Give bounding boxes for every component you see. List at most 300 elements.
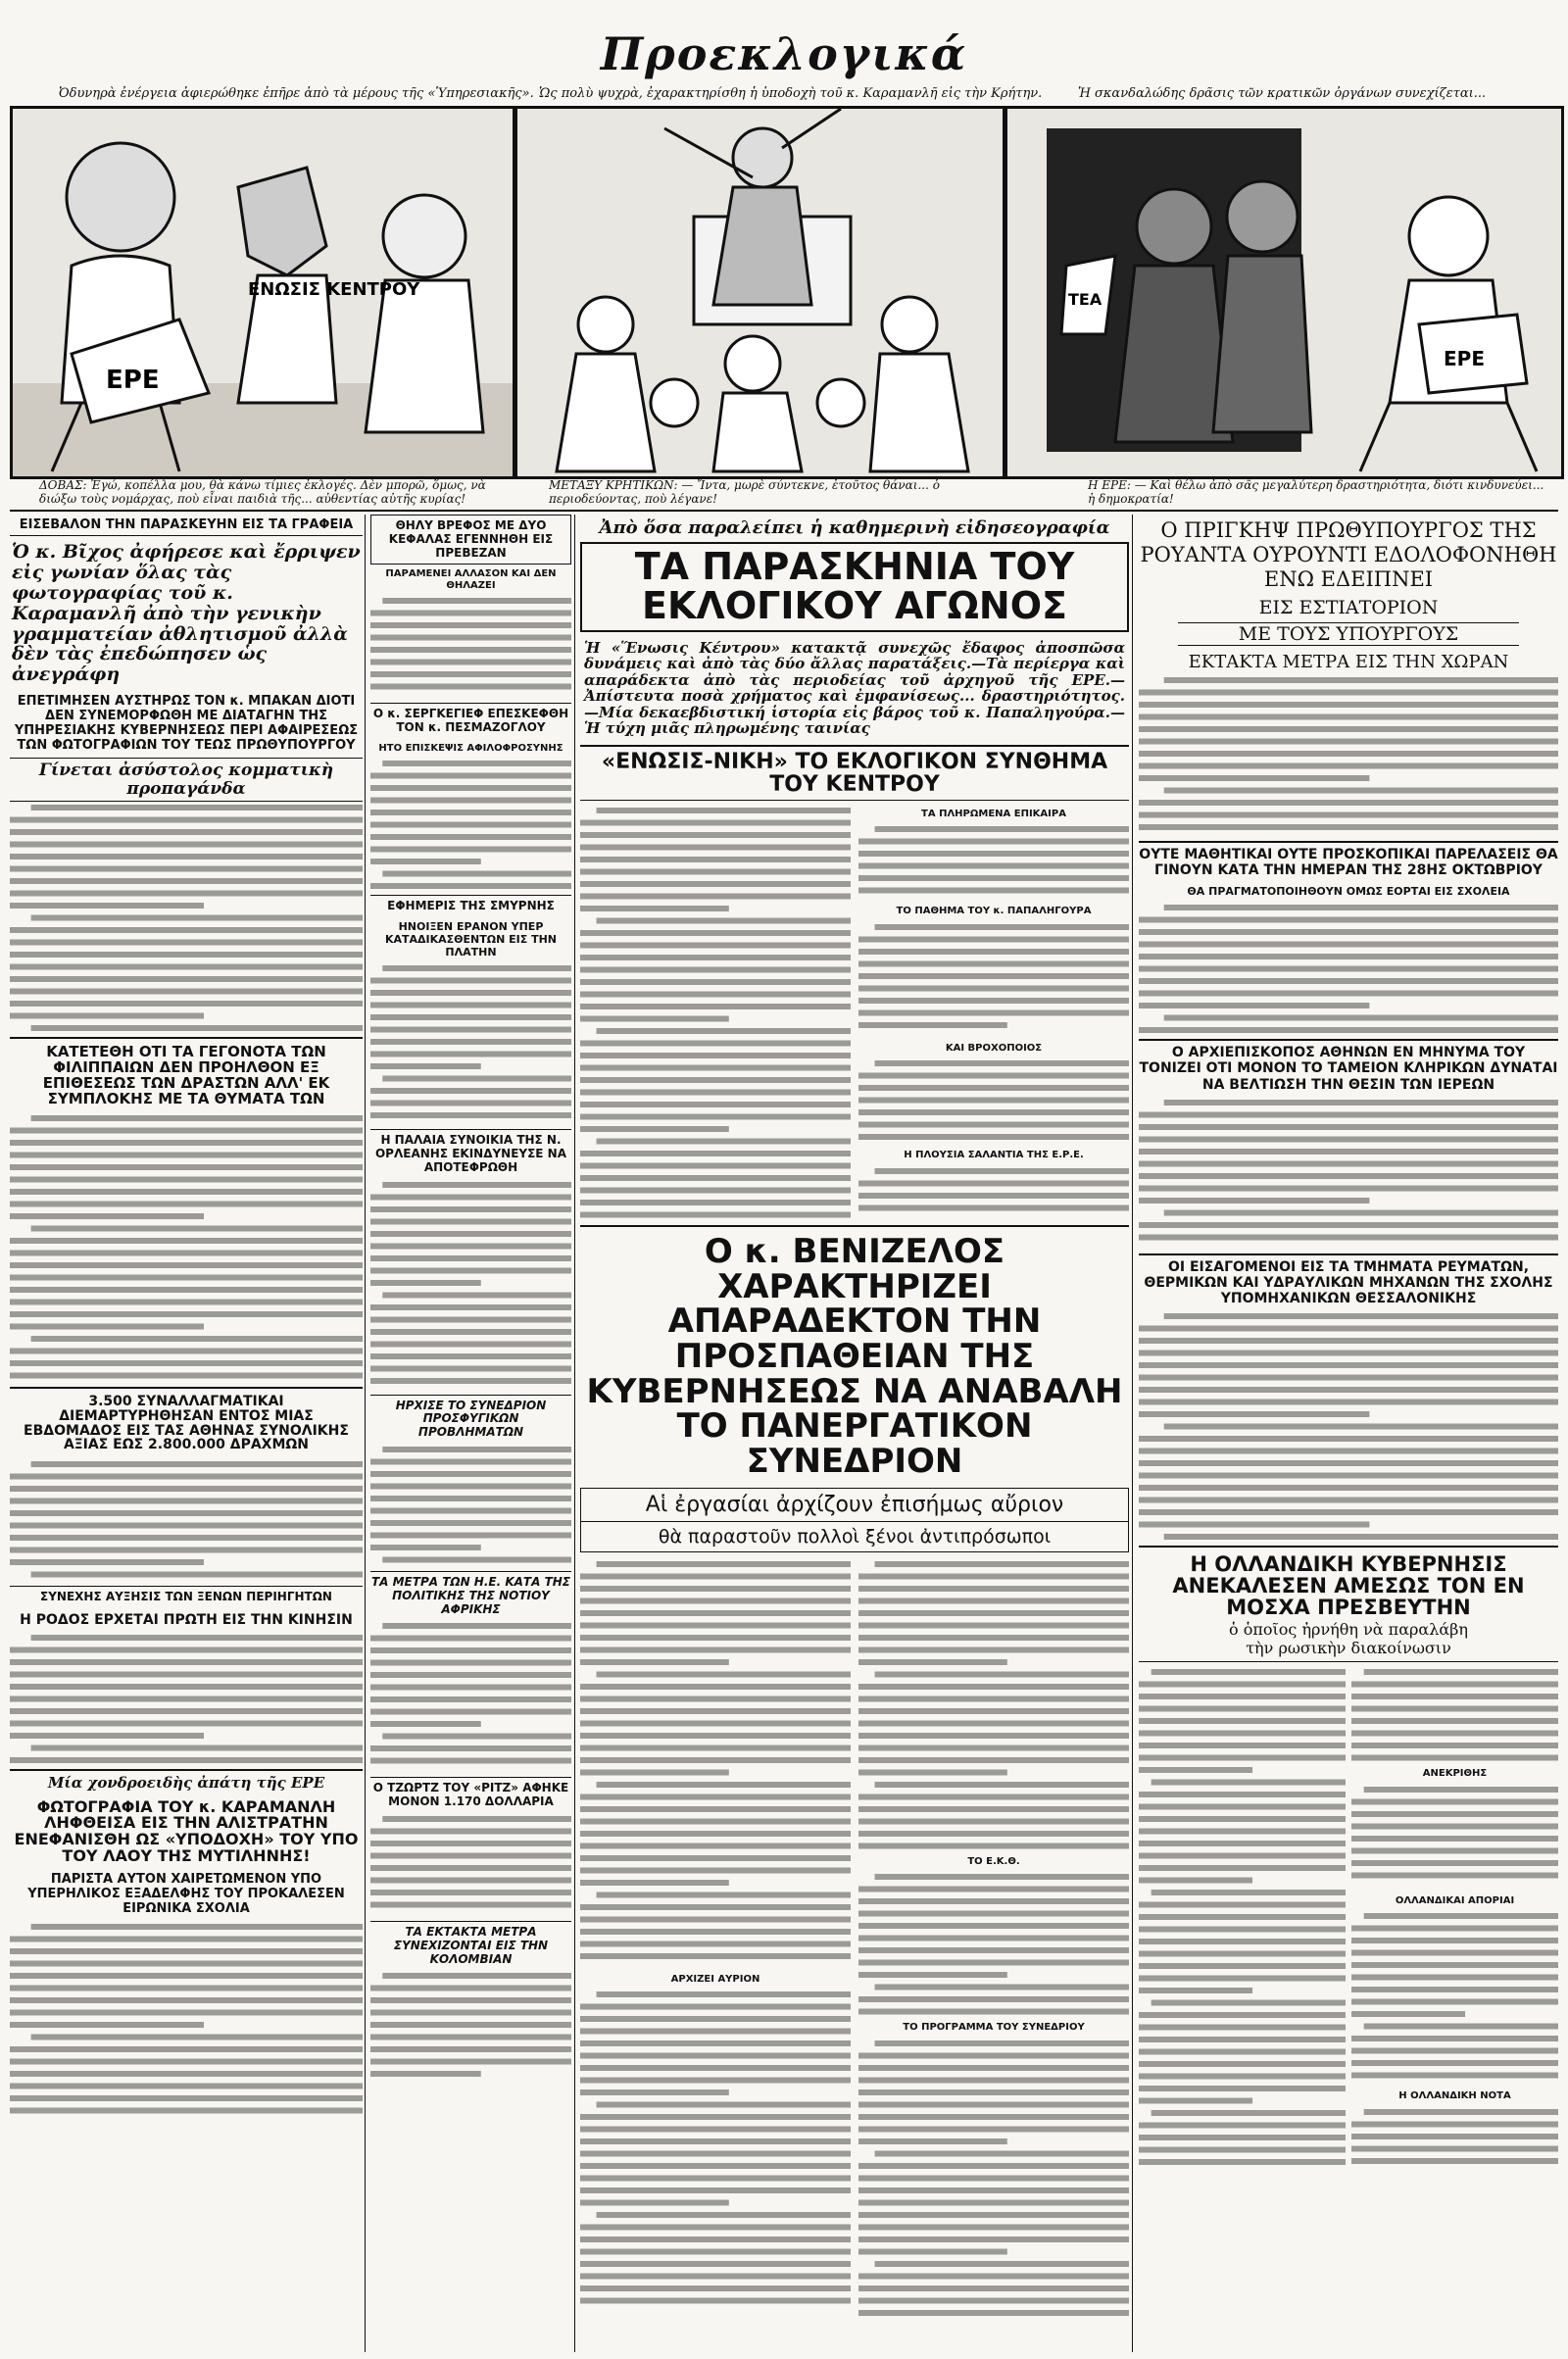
- text-line: [1139, 1111, 1558, 1117]
- col4-text-columns: [1139, 1666, 1558, 2176]
- text-line: [382, 965, 571, 971]
- text-line: [31, 1924, 363, 1930]
- cartoon-label-enosis: ΕΝΩΣΙΣ ΚΕΝΤΡΟΥ: [248, 279, 420, 300]
- text-line: [10, 1474, 363, 1480]
- col3-article-text-5: [858, 1165, 1129, 1220]
- text-line: [10, 1672, 363, 1678]
- text-line: [370, 1696, 571, 1702]
- text-line: [1139, 1976, 1346, 1982]
- bottom-mid-subhead-3: ΤΟ ΠΡΟΓΡΑΜΜΑ ΤΟΥ ΣΥΝΕΔΡΙΟΥ: [903, 2022, 1085, 2034]
- text-line: [580, 2114, 851, 2120]
- col3-article-text-2: [858, 823, 1129, 902]
- text-line: [580, 2298, 851, 2304]
- text-line: [597, 2212, 851, 2218]
- text-line: [858, 1122, 1129, 1128]
- text-line: [875, 1060, 1129, 1066]
- text-line: [1351, 1706, 1558, 1712]
- text-line: [1364, 1787, 1558, 1793]
- col1-headline-10: ΠΑΡΙΣΤΑ ΑΥΤΟΝ ΧΑΙΡΕΤΩΜΕΝΟΝ ΥΠΟ ΥΠΕΡΗΛΙΚΟΣ ΕΞΑΔΕΛΦΗΣ ΤΟΥ ΠΡΟΚΑΛΕΣΕΝ ΕΙΡΩΝΙΚΑ ΣΧΟΛΙΑ: [27, 1871, 345, 1916]
- text-line: [875, 1782, 1129, 1788]
- text-line: [1139, 1743, 1346, 1748]
- text-line: [10, 1213, 204, 1219]
- text-line: [580, 1696, 851, 1701]
- text-lines: [370, 1620, 571, 1777]
- col2-headline-4: Η ΠΑΛΑΙΑ ΣΥΝΟΙΚΙΑ ΤΗΣ Ν. ΟΡΛΕΑΝΗΣ ΕΚΙΝΔΥΝΕΥΣΕ ΝΑ ΑΠΟΤΕΦΡΩΘΗ: [370, 1129, 571, 1178]
- cartoon-drawing-1: [13, 109, 513, 476]
- text-line: [1139, 1509, 1558, 1515]
- text-line: [370, 1206, 571, 1212]
- text-line: [580, 1941, 851, 1946]
- text-line: [370, 647, 571, 653]
- text-line: [858, 1898, 1129, 1904]
- text-line: [10, 1647, 363, 1653]
- text-line: [1351, 1872, 1558, 1878]
- text-line: [370, 2022, 571, 2028]
- text-line: [1139, 811, 1558, 817]
- text-line: [580, 1586, 851, 1592]
- text-line: [10, 1300, 363, 1305]
- text-line: [875, 1561, 1129, 1567]
- text-line: [1139, 1485, 1558, 1491]
- text-line: [858, 1659, 1007, 1665]
- col3-subhead-2: ΤΟ ΠΑΘΗΜΑ ΤΟΥ κ. ΠΑΠΑΛΗΓΟΥΡΑ: [896, 906, 1092, 917]
- text-line: [858, 1911, 1129, 1917]
- text-lines: [10, 1921, 363, 2117]
- text-line: [1164, 905, 1558, 910]
- text-line: [1164, 1423, 1558, 1429]
- text-line: [858, 1597, 1129, 1603]
- cartoon-drawing-2: [517, 109, 1003, 476]
- text-line: [10, 1708, 363, 1714]
- column-rule-2: [574, 515, 575, 2352]
- text-line: [370, 1483, 571, 1489]
- cartoon-caption-bottom-3: Η ΕΡΕ: — Καὶ θέλω ἀπὸ σᾶς μεγαλύτερη δραστηριότητα, διότι κινδυνεύει... ἡ δημοκρατία!: [1088, 478, 1544, 506]
- text-line: [1351, 2011, 1465, 2017]
- text-line: [858, 2089, 1129, 2095]
- col3-kicker: Ἀπὸ ὅσα παραλείπει ἡ καθημερινὴ εἰδησεογραφία: [599, 517, 1110, 538]
- text-line: [580, 1867, 851, 1873]
- col4-article-text-9: [1351, 2106, 1558, 2175]
- text-line: [1139, 2012, 1346, 2018]
- text-line: [1139, 1804, 1346, 1810]
- text-line: [1139, 2123, 1346, 2129]
- text-line: [858, 1109, 1129, 1115]
- text-line: [370, 1341, 571, 1347]
- text-line: [1164, 1534, 1558, 1540]
- text-line: [10, 1721, 363, 1727]
- text-line: [580, 1831, 851, 1837]
- text-line: [10, 854, 363, 860]
- text-line: [580, 2127, 851, 2133]
- text-line: [858, 2199, 1129, 2205]
- text-line: [1139, 2159, 1346, 2165]
- text-line: [10, 866, 363, 872]
- text-line: [580, 2187, 851, 2193]
- col2-headline-2: Ο κ. ΣΕΡΓΚΕΓΙΕΦ ΕΠΕΣΚΕΦΘΗ ΤΟΝ κ. ΠΕΣΜΑΖΟΓΛΟΥ: [370, 703, 571, 739]
- text-line: [1139, 1939, 1346, 1944]
- text-line: [580, 1708, 851, 1714]
- text-line: [31, 1745, 363, 1751]
- col4-headline-1d: ΕΚΤΑΚΤΑ ΜΕΤΡΑ ΕΙΣ ΤΗΝ ΧΩΡΑΝ: [1188, 651, 1509, 672]
- text-line: [858, 1684, 1129, 1690]
- text-line: [580, 1187, 851, 1193]
- col3-article-text-1: [580, 805, 851, 1220]
- text-line: [10, 2095, 363, 2101]
- text-line: [10, 1153, 363, 1158]
- text-line: [31, 805, 363, 811]
- text-line: [370, 1365, 571, 1371]
- text-line: [580, 1855, 851, 1861]
- text-line: [370, 671, 571, 677]
- text-line: [1139, 1411, 1369, 1417]
- text-line: [580, 1745, 851, 1750]
- text-line: [1139, 1338, 1558, 1344]
- text-line: [370, 2059, 571, 2065]
- text-line: [858, 1831, 1129, 1837]
- text-line: [580, 1077, 851, 1083]
- text-line: [10, 1202, 363, 1207]
- text-lines: [1139, 902, 1558, 1039]
- text-line: [370, 1194, 571, 1200]
- text-line: [1351, 1755, 1558, 1761]
- bottom-mid-article-text-3: [858, 1558, 1129, 1852]
- text-line: [370, 1003, 571, 1008]
- text-line: [370, 1039, 571, 1045]
- text-line: [580, 2078, 851, 2084]
- text-line: [370, 1218, 571, 1224]
- text-line: [1139, 1472, 1558, 1478]
- text-line: [1351, 1836, 1558, 1842]
- text-line: [370, 1660, 571, 1666]
- text-lines: [370, 758, 571, 895]
- text-line: [10, 1499, 363, 1504]
- bottom-mid-headline-1: Ο κ. ΒΕΝΙΖΕΛΟΣ ΧΑΡΑΚΤΗΡΙΖΕΙ ΑΠΑΡΑΔΕΚΤΟΝ ΤΗΝ ΠΡΟΣΠΑΘΕΙΑΝ ΤΗΣ ΚΥΒΕΡΝΗΣΕΩΣ ΝΑ ΑΝΑΒΑΛΗ ΤΟ ΠΑΝΕΡΓΑΤΙΚΟΝ ΣΥΝΕΔΡΙΟΝ: [586, 1232, 1123, 1482]
- text-line: [1139, 1853, 1346, 1859]
- text-line: [580, 819, 851, 825]
- text-line: [858, 1745, 1129, 1750]
- text-line: [580, 2236, 851, 2242]
- text-line: [580, 2053, 851, 2059]
- col4-headline-4: ΟΙ ΕΙΣΑΓΟΜΕΝΟΙ ΕΙΣ ΤΑ ΤΜΗΜΑΤΑ ΡΕΥΜΑΤΩΝ, ΘΕΡΜΙΚΩΝ ΚΑΙ ΥΔΡΑΥΛΙΚΩΝ ΜΗΧΑΝΩΝ ΤΗΣ ΣΧΟΛΗΣ ΥΠΟΜΗΧΑΝΙΚΩΝ ΘΕΣΣΑΛΟΝΙΚΗΣ: [1139, 1253, 1558, 1310]
- col3-subcol-1: [580, 805, 851, 1220]
- text-line: [1139, 1173, 1558, 1179]
- text-line: [370, 1841, 571, 1846]
- col4-headline-5c: τὴν ρωσικὴν διακοίνωσιν: [1139, 1639, 1558, 1662]
- column-4: [1139, 515, 1558, 2352]
- text-line: [858, 2077, 1129, 2083]
- text-line: [1139, 1706, 1346, 1712]
- text-line: [10, 2022, 204, 2028]
- text-line: [1351, 1975, 1558, 1981]
- col2-article-text-7: [370, 1813, 571, 1921]
- text-line: [10, 2058, 363, 2064]
- text-line: [370, 883, 571, 889]
- text-lines: [370, 1179, 571, 1395]
- text-line: [580, 1818, 851, 1824]
- col2-headline-7: Ο ΤΖΩΡΤΖ ΤΟΥ «ΡΙΤΖ» ΑΦΗΚΕ ΜΟΝΟΝ 1.170 ΔΟΛΛΑΡΙΑ: [370, 1777, 571, 1813]
- col4-headline-2b: ΘΑ ΠΡΑΓΜΑΤΟΠΟΙΗΘΟΥΝ ΟΜΩΣ ΕΟΡΤΑΙ ΕΙΣ ΣΧΟΛΕΙΑ: [1187, 884, 1510, 898]
- text-line: [1164, 1100, 1558, 1106]
- text-line: [382, 1816, 571, 1822]
- text-line: [858, 2126, 1129, 2132]
- text-line: [10, 952, 363, 958]
- text-line: [370, 1545, 481, 1550]
- text-line: [580, 881, 851, 887]
- text-line: [1139, 1149, 1558, 1155]
- text-line: [1351, 1798, 1558, 1804]
- text-line: [370, 1721, 481, 1727]
- text-line: [1139, 1136, 1558, 1142]
- text-line: [858, 998, 1129, 1004]
- text-line: [858, 2101, 1129, 2107]
- text-line: [580, 1953, 851, 1959]
- text-line: [370, 859, 481, 864]
- text-line: [1351, 2048, 1558, 2054]
- col4-article-text-7: [1351, 1784, 1558, 1892]
- text-line: [370, 1255, 571, 1261]
- text-line: [1164, 677, 1558, 683]
- bottom-mid-article-text-4: [858, 1871, 1129, 2018]
- text-line: [382, 1556, 571, 1562]
- text-line: [858, 985, 1129, 991]
- col3-article-text-4: [858, 1057, 1129, 1146]
- col2-article-text-2: [370, 758, 571, 895]
- cartoon-panel-3: [1004, 106, 1564, 479]
- text-line: [858, 851, 1129, 857]
- text-line: [858, 875, 1129, 881]
- column-1: [10, 515, 363, 2352]
- text-lines: [858, 1165, 1129, 1220]
- text-line: [580, 1004, 851, 1009]
- text-line: [1139, 917, 1558, 923]
- text-line: [1139, 689, 1558, 695]
- text-line: [370, 1532, 571, 1538]
- col2-headline-2b: ΗΤΟ ΕΠΙΣΚΕΨΙΣ ΑΦΙΛΟΦΡΟΣΥΝΗΣ: [378, 742, 564, 754]
- text-line: [580, 2225, 851, 2231]
- text-line: [580, 2065, 851, 2071]
- text-line: [858, 1818, 1129, 1824]
- text-line: [1364, 1669, 1558, 1675]
- col3-text-columns: [580, 805, 1129, 1220]
- text-lines: [1351, 1666, 1558, 1764]
- text-line: [1164, 787, 1558, 793]
- text-line: [1351, 1847, 1558, 1853]
- text-line: [1139, 1951, 1346, 1957]
- text-line: [370, 1758, 571, 1764]
- col4-headline-1: Ο ΠΡΙΓΚΗΨ ΠΡΩΘΥΠΟΥΡΓΟΣ ΤΗΣ ΡΟΥΑΝΤΑ ΟΥΡΟΥΝΤΙ ΕΔΟΛΟΦΟΝΗΘΗ ΕΝΩ ΕΔΕΙΠΝΕΙ: [1140, 518, 1557, 592]
- text-line: [875, 1985, 1129, 1990]
- col1-headline-8: Μία χονδροειδὴς ἀπάτη τῆς ΕΡΕ: [10, 1769, 363, 1795]
- text-line: [580, 2163, 851, 2169]
- text-line: [580, 1880, 729, 1886]
- text-line: [370, 834, 571, 840]
- text-lines: [1139, 1310, 1558, 1546]
- text-line: [1139, 1865, 1346, 1871]
- text-line: [858, 2285, 1129, 2291]
- text-line: [10, 1128, 363, 1134]
- col1-headline-2: ΕΠΕΤΙΜΗΣΕΝ ΑΥΣΤΗΡΩΣ ΤΟΝ κ. ΜΠΑΚΑΝ ΔΙΟΤΙ ΔΕΝ ΣΥΝΕΜΟΡΦΩΘΗ ΜΕ ΔΙΑΤΑΓΗΝ ΤΗΣ ΥΠΗΡΕΣΙΑΚΗΣ ΚΥΒΕΡΝΗΣΕΩΣ ΠΕΡΙ ΑΦΑΙΡΕΣΕΩΣ ΤΩΝ ΦΩΤΟΓΡΑΦΙΩΝ ΤΟΥ ΤΕΩΣ ΠΡΩΘΥΠΟΥΡΓΟΥ: [14, 694, 359, 754]
- text-line: [858, 2114, 1129, 2120]
- text-line: [858, 888, 1129, 894]
- text-line: [370, 1063, 481, 1069]
- text-line: [10, 1262, 363, 1268]
- text-lines: [10, 1632, 363, 1769]
- text-line: [10, 1936, 363, 1941]
- text-lines: [10, 802, 363, 1037]
- text-line: [858, 1586, 1129, 1592]
- text-line: [1351, 1718, 1558, 1724]
- text-line: [858, 1610, 1129, 1616]
- text-line: [858, 1573, 1129, 1579]
- text-line: [580, 966, 851, 972]
- text-line: [370, 1052, 571, 1057]
- text-line: [1351, 1950, 1558, 1956]
- text-line: [370, 1471, 571, 1477]
- text-line: [10, 1523, 363, 1529]
- text-line: [858, 1806, 1129, 1812]
- text-line: [1364, 2024, 1558, 2030]
- text-lines: [1351, 2106, 1558, 2175]
- text-line: [10, 1757, 363, 1763]
- col4-article-text-5: [1139, 1666, 1346, 2176]
- col3-lead: Ἡ «Ἕνωσις Κέντρου» κατακτᾷ συνεχῶς ἔδαφος ἀποσπῶσα δυνάμεις καὶ ἀπὸ τὰς δύο ἄλλας παρατάξεις.—Τὰ περίεργα καὶ απαράδεκτα ἀπὸ τὰς περιοδείας τοῦ ἀρχηγοῦ τῆς ΕΡΕ.—Ἀπίστευτα ποσὰ χρήματος καὶ ἐμφανίσεως... δραστηριότητος.—Μία δεκαεβδιστική ἱστορία εἰς βάρος τοῦ κ. Παπαληγούρα.—Ἡ τύχη μιᾶς πληρωμένης ταινίας: [584, 638, 1125, 738]
- text-line: [875, 2261, 1129, 2267]
- bottom-mid-headline-2: Αἱ ἐργασίαι ἀρχίζουν ἐπισήμως αὔριον: [580, 1488, 1129, 1522]
- text-line: [580, 868, 851, 874]
- text-line: [370, 1647, 571, 1653]
- text-line: [580, 2138, 851, 2144]
- text-line: [1139, 1027, 1558, 1033]
- text-line: [858, 2310, 1129, 2316]
- text-line: [580, 1659, 729, 1665]
- text-line: [382, 1734, 571, 1740]
- text-line: [1139, 1448, 1558, 1453]
- text-line: [370, 1329, 571, 1335]
- text-line: [580, 2004, 851, 2010]
- text-line: [858, 1635, 1129, 1641]
- text-line: [382, 761, 571, 766]
- text-line: [1139, 713, 1558, 719]
- text-line: [10, 1251, 363, 1256]
- text-lines: [858, 823, 1129, 902]
- text-line: [1139, 775, 1369, 781]
- text-line: [10, 989, 363, 995]
- cartoon-drawing-3: [1007, 109, 1561, 476]
- text-lines: [10, 1458, 363, 1586]
- cartoon-caption-top-2: Ὡς πολὺ ψυχρὰ, ἐχαρακτηρίσθη ἡ ὑποδοχὴ τοῦ κ. Καραμανλῆ εἰς τὴν Κρήτην.: [539, 86, 1043, 101]
- text-line: [1139, 726, 1558, 732]
- text-line: [875, 1168, 1129, 1174]
- text-line: [10, 1349, 363, 1354]
- col1-headline-7: Η ΡΟΔΟΣ ΕΡΧΕΤΑΙ ΠΡΩΤΗ ΕΙΣ ΤΗΝ ΚΙΝΗΣΙΝ: [20, 1611, 353, 1628]
- text-line: [370, 1865, 571, 1871]
- text-line: [1152, 1780, 1346, 1786]
- col4-subcol-2: [1351, 1666, 1558, 2176]
- cartoon-panel-1: [10, 106, 515, 479]
- text-line: [1139, 1963, 1346, 1969]
- text-line: [370, 635, 571, 641]
- col4-article-text-1: [1139, 674, 1558, 841]
- col1-article-text-3: [10, 1458, 363, 1586]
- col4-article-text-4: [1139, 1310, 1558, 1546]
- bottom-mid-subhead-1: ΑΡΧΙΖΕΙ ΑΥΡΙΟΝ: [670, 1973, 760, 1985]
- text-line: [580, 955, 851, 960]
- text-line: [370, 785, 571, 791]
- text-line: [10, 1373, 363, 1379]
- text-line: [580, 1904, 851, 1910]
- text-lines: [858, 1871, 1129, 2018]
- column-2: [370, 515, 571, 2352]
- text-line: [1351, 1694, 1558, 1699]
- col1-article-text-2: [10, 1112, 363, 1387]
- col3-subcol-2: [858, 805, 1129, 1220]
- text-line: [1139, 966, 1558, 972]
- text-line: [10, 817, 363, 823]
- text-lines: [858, 1057, 1129, 1146]
- bottom-mid-subcol-1: [580, 1558, 851, 2322]
- text-line: [1139, 1003, 1369, 1008]
- text-line: [580, 1757, 851, 1763]
- text-line: [1351, 2060, 1558, 2066]
- text-line: [370, 1877, 571, 1883]
- text-line: [858, 2248, 1007, 2254]
- text-line: [1139, 954, 1558, 959]
- cartoon-caption-bottom-2: ΜΕΤΑΞΥ ΚΡΗΤΙΚΩΝ: — Ἴντα, μωρὲ σύντεκνε, ἐτοῦτος θάναι... ὁ περιοδεύοντας, ποὺ λέγανε!: [549, 478, 940, 506]
- text-line: [858, 863, 1129, 869]
- text-line: [10, 1486, 363, 1492]
- bottom-mid-rule: [580, 1225, 1129, 1227]
- text-line: [580, 2016, 851, 2022]
- text-line: [1351, 1731, 1558, 1737]
- col4-headline-1b: ΕΙΣ ΕΣΤΙΑΤΟΡΙΟΝ: [1258, 596, 1439, 618]
- col4-headline-5b: ὁ ὁποῖος ἠρνήθη νὰ παραλάβη: [1229, 1620, 1468, 1640]
- text-line: [1351, 1987, 1558, 1992]
- bottom-mid-text-columns: [580, 1558, 1129, 2322]
- text-line: [597, 808, 851, 813]
- text-line: [858, 1843, 1129, 1848]
- text-line: [370, 1745, 571, 1751]
- text-line: [10, 1510, 363, 1516]
- cartoon-caption-top-3: Ἡ σκανδαλώδης δρᾶσις τῶν κρατικῶν ὀργάνων συνεχίζεται...: [1078, 86, 1487, 101]
- text-line: [370, 1709, 571, 1715]
- text-line: [1139, 1878, 1252, 1884]
- text-line: [858, 1887, 1129, 1892]
- text-line: [370, 1112, 571, 1118]
- text-line: [10, 1985, 363, 1990]
- text-lines: [580, 1989, 851, 2312]
- col1-headline-3: Γίνεται ἀσύστολος κομματικὴ προπαγάνδα: [10, 758, 363, 802]
- col2-headline-3b: ΗΝΟΙΞΕΝ ΕΡΑΝΟΝ ΥΠΕΡ ΚΑΤΑΔΙΚΑΣΘΕΝΤΩΝ ΕΙΣ ΤΗΝ ΠΛΑΤΗΝ: [384, 920, 558, 958]
- text-line: [10, 1960, 363, 1966]
- text-line: [10, 878, 363, 884]
- text-line: [370, 798, 571, 804]
- text-line: [858, 1022, 1007, 1028]
- text-line: [1164, 1015, 1558, 1021]
- text-line: [10, 2009, 363, 2015]
- text-line: [1139, 1988, 1252, 1993]
- text-line: [31, 2034, 363, 2040]
- text-line: [580, 2249, 851, 2255]
- col2-article-text-8: [370, 1970, 571, 2088]
- text-line: [875, 2040, 1129, 2046]
- text-line: [370, 1852, 571, 1858]
- text-line: [858, 1960, 1129, 1966]
- text-line: [370, 1378, 571, 1384]
- text-line: [580, 1597, 851, 1603]
- text-lines: [10, 1112, 363, 1387]
- text-line: [1139, 738, 1558, 744]
- text-line: [858, 1769, 1007, 1775]
